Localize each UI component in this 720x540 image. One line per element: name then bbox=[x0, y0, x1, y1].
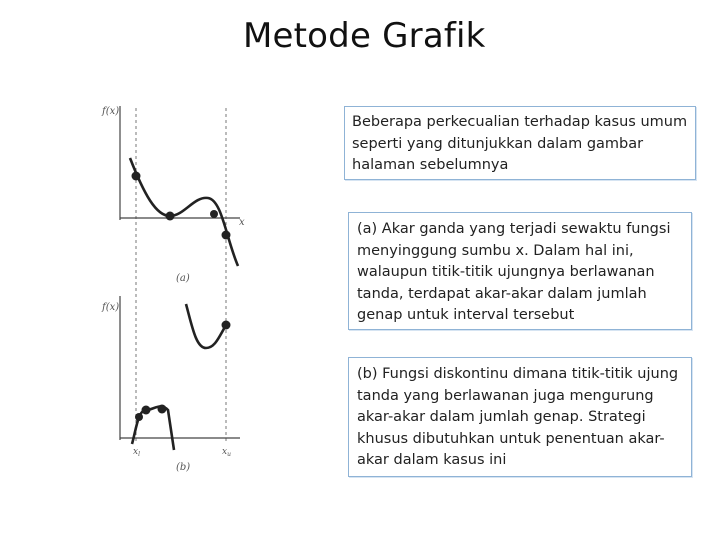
intro-text: Beberapa perkecualian terhadap kasus umum seperti yang ditunjukkan dalam gambar halaman sebelumnya bbox=[352, 114, 688, 173]
case-a-text-box bbox=[348, 212, 692, 330]
graph-b-root-left bbox=[135, 413, 143, 421]
graph-b-upper-point bbox=[222, 321, 231, 330]
intro-text-box bbox=[344, 106, 696, 180]
graph-a-tangent-point bbox=[166, 212, 175, 221]
graph-a-mid-point bbox=[210, 210, 218, 218]
page-title: Metode Grafik bbox=[243, 16, 486, 56]
case-a-text: (a) Akar ganda yang terjadi sewaktu fungsi menyinggung sumbu x. Dalam hal ini, walaupun titik-titik ujungnya berlawanan tanda, terdapat akar-akar dalam jumlah genap untuk interval tersebut bbox=[357, 221, 671, 323]
graph-b-xl-label: $x_l$ bbox=[133, 447, 140, 458]
graph-a-left-point bbox=[132, 172, 141, 181]
graph-b-local-max bbox=[142, 406, 151, 415]
graph-a-ylabel: f(x) bbox=[102, 106, 120, 117]
graph-svg bbox=[102, 98, 252, 478]
graph-b-lower-branch bbox=[132, 406, 174, 450]
graph-b-caption: (b) bbox=[176, 462, 191, 473]
graph-a-curve bbox=[130, 158, 238, 266]
graph-a-xlabel: x bbox=[239, 217, 245, 228]
graph-a-caption: (a) bbox=[176, 273, 190, 284]
graph-b-local-max-2 bbox=[158, 405, 167, 414]
graph-b-ylabel: f(x) bbox=[102, 302, 120, 313]
case-b-text: (b) Fungsi diskontinu dimana titik-titik ujung tanda yang berlawanan juga mengurung akar-akar dalam jumlah genap. Strategi khusus dibutuhkan untuk penentuan akar-akar dalam kasus ini bbox=[357, 366, 679, 468]
graph-a-right-point bbox=[222, 231, 231, 240]
graph-b-xu-label: $x_u$ bbox=[222, 447, 231, 458]
root-exception-graphs bbox=[102, 98, 252, 478]
case-b-text-box bbox=[348, 357, 692, 477]
